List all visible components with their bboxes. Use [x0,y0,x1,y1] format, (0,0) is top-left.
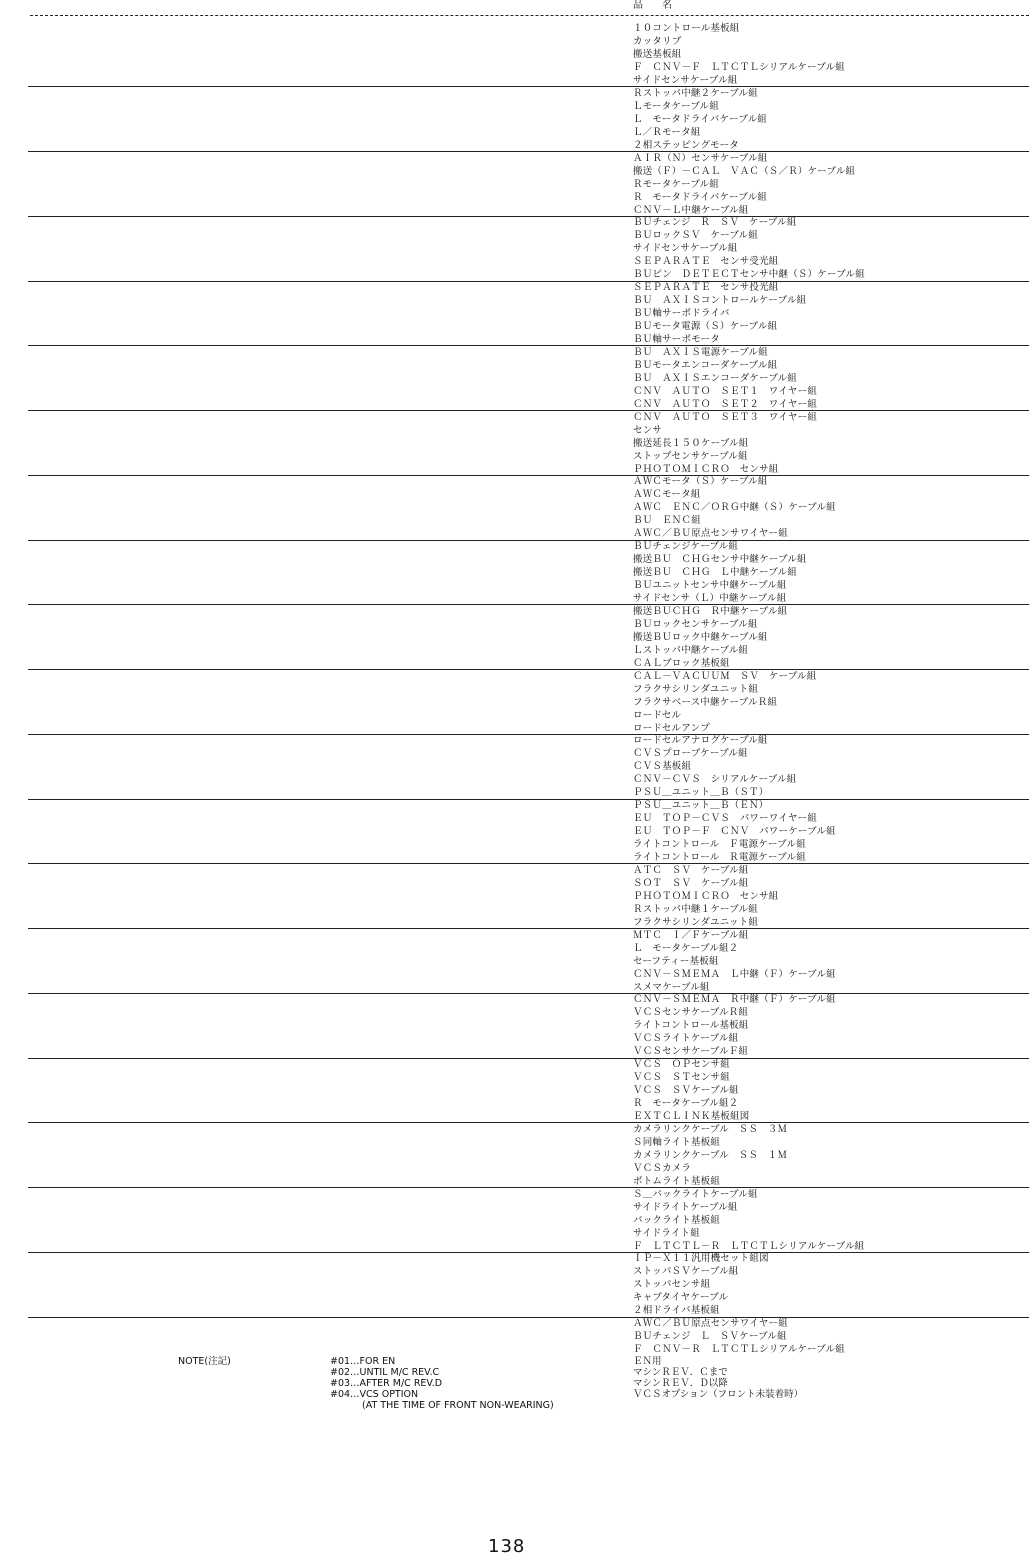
list-item: ＰＳＵ＿ユニット＿Ｂ（ＥＮ） [633,800,769,811]
list-item: バックライト基板組 [633,1214,721,1226]
list-item: ＢＵ ＡＸＩＳエンコーダケーブル組 [633,372,798,384]
list-item: ＢＵロックＳＶ ケーブル組 [633,230,759,242]
list-item: ＣＮＶ ＡＵＴＯ ＳＥＴ３ ワイヤー組 [633,411,818,423]
list-item: サイドセンサケーブル組 [633,243,738,255]
list-item: ＶＣＳセンサケーブルＲ組 [633,1007,749,1019]
note-japanese-line: ＶＣＳオプション（フロント未装着時） [633,1389,804,1400]
list-item: ＶＣＳライトケーブル組 [633,1033,739,1045]
list-item: ＭＴＣ Ｉ／Ｆケーブル組 [633,929,749,941]
list-item: ＡＩＲ（Ｎ）センサケーブル組 [633,152,768,164]
list-item: ＣＮＶ－ＳＭＥＭＡ Ｌ中継（Ｆ）ケーブル組 [633,968,836,980]
list-item: 搬送（Ｆ）－ＣＡＬ ＶＡＣ（Ｓ／Ｒ）ケーブル組 [633,165,856,177]
list-item: ＢＵ軸サーボドライバ [633,308,730,319]
list-item: 搬送ＢＵ ＣＨＧ Ｌ中継ケーブル組 [633,567,798,578]
list-item: カッタリブ [633,36,682,47]
list-item: ロードセルアナログケーブル組 [633,735,768,747]
list-item: ＣＡＬブロック基板組 [633,657,730,669]
list-item: サイドライト組 [633,1227,700,1239]
list-item: ＢＵモータ電源（Ｓ）ケーブル組 [633,321,778,332]
page-number: 138 [488,1536,526,1557]
note-japanese-line: マシンＲＥＶ．Ｃまで [633,1367,728,1378]
list-item: サイドライトケーブル組 [633,1201,738,1213]
list-item: ＥＵ ＴＯＰ－ＣＶＳ パワーワイヤー組 [633,813,818,824]
list-item: ＢＵチェンジ Ｌ ＳＶケーブル組 [633,1331,787,1342]
list-item: ＥＸＴＣＬＩＮＫ基板組図 [633,1111,750,1122]
list-item: ＰＨＯＴＯＭＩＣＲＯ センサ組 [633,463,779,475]
list-item: ２相ドライバ基板組 [633,1305,720,1317]
list-item: ＡＷＣ ＥＮＣ／ＯＲＧ中継（Ｓ）ケーブル組 [633,502,836,514]
list-item: ＶＣＳカメラ [633,1162,692,1174]
list-item: ＩＰ－Ｘ１１汎用機セット組図 [633,1253,769,1265]
list-item: ＣＮＶ－Ｌ中継ケーブル組 [633,204,749,216]
note-code: #01…FOR EN [330,1356,396,1367]
list-item: ＣＮＶ－ＳＭＥＭＡ Ｒ中継（Ｆ）ケーブル組 [633,994,836,1006]
list-item: ＶＣＳセンサケーブルＦ組 [633,1046,749,1058]
group-divider [28,993,1029,994]
list-item: ＢＵピン ＤＥＴＥＣＴセンサ中継（Ｓ）ケーブル組 [633,269,865,281]
list-item: 搬送ＢＵＣＨＧ Ｒ中継ケーブル組 [633,605,788,617]
list-item: キャブタイヤケーブル [633,1292,729,1304]
list-item: ＥＵ ＴＯＰ－Ｆ ＣＮＶ パワーケーブル組 [633,826,836,837]
list-item: ２相ステッピングモータ [633,139,739,151]
list-item: ボトムライト基板組 [633,1175,721,1187]
list-item: ＢＵチェンジ Ｒ ＳＶ ケーブル組 [633,217,797,229]
list-item: ＢＵモータエンコーダケーブル組 [633,359,778,371]
list-item: ＶＣＳ ＳＴセンサ組 [633,1072,731,1083]
list-item: Ｒモータケーブル組 [633,178,720,190]
group-divider [28,540,1029,541]
list-item: Ｆ ＣＮＶ－Ｒ ＬＴＣＴＬシリアルケーブル組 [633,1344,845,1355]
list-item: サイドセンサケーブル組 [633,75,738,86]
list-item: Ｌストッパ中継ケーブル組 [633,644,749,656]
group-divider [28,799,1029,800]
list-item: Ｒ モータケーブル組２ [633,1098,739,1109]
list-item: Ｌモータケーブル組 [633,100,720,112]
list-item: フラクサシリンダユニット組 [633,683,759,695]
group-divider [28,475,1029,476]
list-item: ライトコントロール基板組 [633,1020,749,1032]
list-item: Ｓ同軸ライト基板組 [633,1136,721,1148]
note-label: NOTE(注記) [178,1356,231,1367]
group-divider [28,1317,1029,1318]
list-item: ＶＣＳ ＳＶケーブル組 [633,1085,739,1096]
list-item: センサ [633,424,663,436]
group-divider [28,86,1029,87]
list-item: ＢＵ ＡＸＩＳコントロールケーブル組 [633,295,807,306]
note-japanese-line: マシンＲＥＶ．Ｄ以降 [633,1378,728,1389]
list-item: 搬送延長１５０ケーブル組 [633,437,749,449]
list-item: ＳＥＰＡＲＡＴＥ センサ投光組 [633,282,779,293]
list-item: ロードセルアンプ [633,722,710,734]
list-item: ＢＵロックセンサケーブル組 [633,618,758,630]
list-item: ＣＮＶ ＡＵＴＯ ＳＥＴ２ ワイヤー組 [633,398,818,410]
list-item: ＳＥＰＡＲＡＴＥ センサ受光組 [633,256,779,268]
group-divider [28,281,1029,282]
list-item: ストッパＳＶケーブル組 [633,1266,739,1278]
list-item: ＰＳＵ＿ユニット＿Ｂ（ＳＴ） [633,787,769,799]
group-divider [28,734,1029,735]
list-item: ＡＷＣ／ＢＵ原点センサワイヤー組 [633,528,788,540]
note-japanese [633,1356,803,1400]
note-codes [330,1356,554,1411]
list-item: ＣＮＶ－ＣＶＳ シリアルケーブル組 [633,774,797,786]
list-item: ＢＵチェンジケーブル組 [633,541,739,552]
group-divider [28,1122,1029,1123]
list-item: ストップセンサケーブル組 [633,450,748,462]
list-item: ＡＷＣ／ＢＵ原点センサワイヤー組 [633,1318,788,1329]
note-code: #03…AFTER M/C REV.D [330,1378,443,1389]
list-item: ロードセル [633,709,682,721]
list-item: セーフティー基板組 [633,955,719,967]
group-divider [28,1252,1029,1253]
list-item: ＣＡＬ－ＶＡＣＵＵＭ ＳＶ ケーブル組 [633,670,817,682]
group-divider [28,410,1029,411]
list-item: ＣＶＳ基板組 [633,761,692,773]
list-item: ＳＯＴ ＳＶ ケーブル組 [633,877,749,889]
list-item: 搬送基板組 [633,49,682,60]
list-item: ＣＶＳプローブケーブル組 [633,748,748,760]
group-divider [28,1187,1029,1188]
group-divider [28,669,1029,670]
list-item: サイドセンサ（Ｌ）中継ケーブル組 [633,593,787,604]
list-item: ストッパセンサ組 [633,1279,711,1291]
list-item: スメマケーブル組 [633,981,710,993]
list-item: カメラリンクケーブル ＳＳ １Ｍ [633,1149,788,1161]
list-item: フラクサシリンダユニット組 [633,916,759,928]
list-item: Ｒストッパ中継１ケーブル組 [633,903,758,915]
note-code-continuation: (AT THE TIME OF FRONT NON-WEARING) [362,1400,554,1411]
list-item: 搬送ＢＵロック中継ケーブル組 [633,631,768,643]
group-divider [28,151,1029,152]
column-title: 品 名 [633,0,681,11]
list-item: ライトコントロール Ｆ電源ケーブル組 [633,839,806,850]
list-item: Ｓ＿バックライトケーブル組 [633,1188,758,1200]
list-item: Ｒストッパ中継２ケーブル組 [633,87,758,99]
list-item: Ｌ モータドライバケーブル組 [633,113,768,125]
list-item: ＡＷＣモータ（Ｓ）ケーブル組 [633,476,768,488]
note-code: #02…UNTIL M/C REV.C [330,1367,440,1378]
list-item: Ｌ モータケーブル組２ [633,942,739,954]
group-divider [28,345,1029,346]
group-divider [28,928,1029,929]
list-item: Ｆ ＬＴＣＴＬ－Ｒ ＬＴＣＴＬシリアルケーブル組 [633,1240,865,1252]
group-divider [28,604,1029,605]
list-item: ライトコントロール Ｒ電源ケーブル組 [633,852,806,863]
list-item: ＰＨＯＴＯＭＩＣＲＯ センサ組 [633,890,779,902]
list-item: １０コントロール基板組 [633,23,740,34]
group-divider [28,216,1029,217]
list-item: ＢＵユニットセンサ中継ケーブル組 [633,580,787,591]
list-item: Ｌ／Ｒモータ組 [633,126,701,138]
list-item: 搬送ＢＵ ＣＨＧセンサ中継ケーブル組 [633,554,807,565]
list-item: Ｒ モータドライバケーブル組 [633,191,768,203]
note-japanese-line: ＥＮ用 [633,1356,662,1367]
list-item: Ｆ ＣＮＶ－Ｆ ＬＴＣＴＬシリアルケーブル組 [633,62,845,73]
list-item: ＡＷＣモータ組 [633,489,701,501]
list-item: ＶＣＳ ＯＰセンサ組 [633,1059,731,1070]
list-item: ＡＴＣ ＳＶ ケーブル組 [633,864,749,876]
list-item: フラクサベース中継ケーブルＲ組 [633,696,778,708]
list-item: ＢＵ軸サーボモータ [633,334,720,345]
list-item: カメラリンクケーブル ＳＳ ３Ｍ [633,1123,788,1135]
group-divider [28,863,1029,864]
header-dashed-divider [30,15,1029,16]
note-code: #04…VCS OPTION [330,1389,419,1400]
list-item: ＢＵ ＥＮＣ組 [633,515,701,527]
list-item: ＣＮＶ ＡＵＴＯ ＳＥＴ１ ワイヤー組 [633,385,818,397]
group-divider [28,1058,1029,1059]
list-item: ＢＵ ＡＸＩＳ電源ケーブル組 [633,346,768,358]
